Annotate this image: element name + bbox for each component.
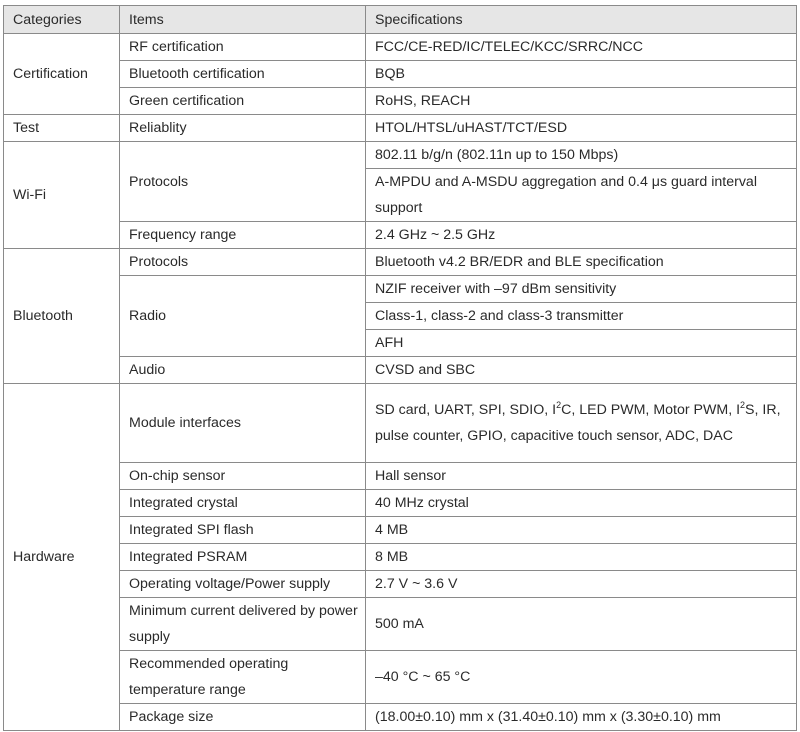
spec-integrated-spi-flash: 4 MB (366, 517, 797, 544)
item-green-certification: Green certification (120, 88, 366, 115)
spec-operating-temperature: –40 °C ~ 65 °C (366, 651, 797, 704)
specifications-table (3, 5, 797, 731)
table-row (4, 651, 797, 704)
table-row (4, 517, 797, 544)
table-row (4, 61, 797, 88)
table-row (4, 490, 797, 517)
table-row (4, 222, 797, 249)
table-header-row (4, 6, 797, 34)
table-row (4, 544, 797, 571)
category-test: Test (4, 115, 120, 142)
item-integrated-psram: Integrated PSRAM (120, 544, 366, 571)
spec-radio-afh: AFH (366, 330, 797, 357)
item-minimum-current: Minimum current delivered by power supply (120, 598, 366, 651)
spec-bluetooth-certification: BQB (366, 61, 797, 88)
spec-radio-receiver: NZIF receiver with –97 dBm sensitivity (366, 276, 797, 303)
category-bluetooth: Bluetooth (4, 249, 120, 384)
spec-interfaces-part-b: C, LED PWM, Motor PWM, I (561, 402, 741, 418)
spec-on-chip-sensor: Hall sensor (366, 463, 797, 490)
item-reliability: Reliablity (120, 115, 366, 142)
superscript-2: 2 (740, 400, 746, 410)
header-items: Items (120, 6, 366, 34)
table-row (4, 142, 797, 169)
category-certification: Certification (4, 34, 120, 115)
header-specifications: Specifications (366, 6, 797, 34)
table-row (4, 88, 797, 115)
spec-green-certification: RoHS, REACH (366, 88, 797, 115)
item-radio: Radio (120, 276, 366, 357)
spec-interfaces-part-c: S, IR, pulse counter, GPIO, capacitive touch sensor, ADC, DAC (375, 402, 781, 444)
table-row (4, 384, 797, 463)
category-hardware: Hardware (4, 384, 120, 731)
item-wifi-protocols: Protocols (120, 142, 366, 222)
item-bluetooth-certification: Bluetooth certification (120, 61, 366, 88)
item-bluetooth-protocols: Protocols (120, 249, 366, 276)
table-row (4, 34, 797, 61)
spec-audio: CVSD and SBC (366, 357, 797, 384)
item-rf-certification: RF certification (120, 34, 366, 61)
item-operating-voltage: Operating voltage/Power supply (120, 571, 366, 598)
item-on-chip-sensor: On-chip sensor (120, 463, 366, 490)
spec-interfaces-part-a: SD card, UART, SPI, SDIO, I (375, 402, 557, 418)
item-audio: Audio (120, 357, 366, 384)
item-module-interfaces: Module interfaces (120, 384, 366, 463)
table-row (4, 463, 797, 490)
spec-integrated-crystal: 40 MHz crystal (366, 490, 797, 517)
category-wifi: Wi-Fi (4, 142, 120, 249)
spec-package-size: (18.00±0.10) mm x (31.40±0.10) mm x (3.30±0.10) mm (366, 704, 797, 731)
table-row (4, 115, 797, 142)
item-integrated-spi-flash: Integrated SPI flash (120, 517, 366, 544)
table-row (4, 704, 797, 731)
table-row (4, 249, 797, 276)
table-row (4, 357, 797, 384)
spec-module-interfaces (366, 384, 797, 463)
spec-minimum-current: 500 mA (366, 598, 797, 651)
spec-frequency-range: 2.4 GHz ~ 2.5 GHz (366, 222, 797, 249)
spec-radio-transmitter: Class-1, class-2 and class-3 transmitter (366, 303, 797, 330)
item-integrated-crystal: Integrated crystal (120, 490, 366, 517)
item-frequency-range: Frequency range (120, 222, 366, 249)
item-operating-temperature: Recommended operating temperature range (120, 651, 366, 704)
spec-wifi-aggregation: A-MPDU and A-MSDU aggregation and 0.4 μs guard interval support (366, 169, 797, 222)
spec-reliability: HTOL/HTSL/uHAST/TCT/ESD (366, 115, 797, 142)
table-row (4, 598, 797, 651)
spec-wifi-protocols-standard: 802.11 b/g/n (802.11n up to 150 Mbps) (366, 142, 797, 169)
spec-rf-certification: FCC/CE-RED/IC/TELEC/KCC/SRRC/NCC (366, 34, 797, 61)
superscript-2: 2 (556, 400, 562, 410)
spec-operating-voltage: 2.7 V ~ 3.6 V (366, 571, 797, 598)
table-row (4, 571, 797, 598)
spec-integrated-psram: 8 MB (366, 544, 797, 571)
spec-bluetooth-protocols: Bluetooth v4.2 BR/EDR and BLE specification (366, 249, 797, 276)
table-row (4, 276, 797, 303)
header-categories: Categories (4, 6, 120, 34)
item-package-size: Package size (120, 704, 366, 731)
